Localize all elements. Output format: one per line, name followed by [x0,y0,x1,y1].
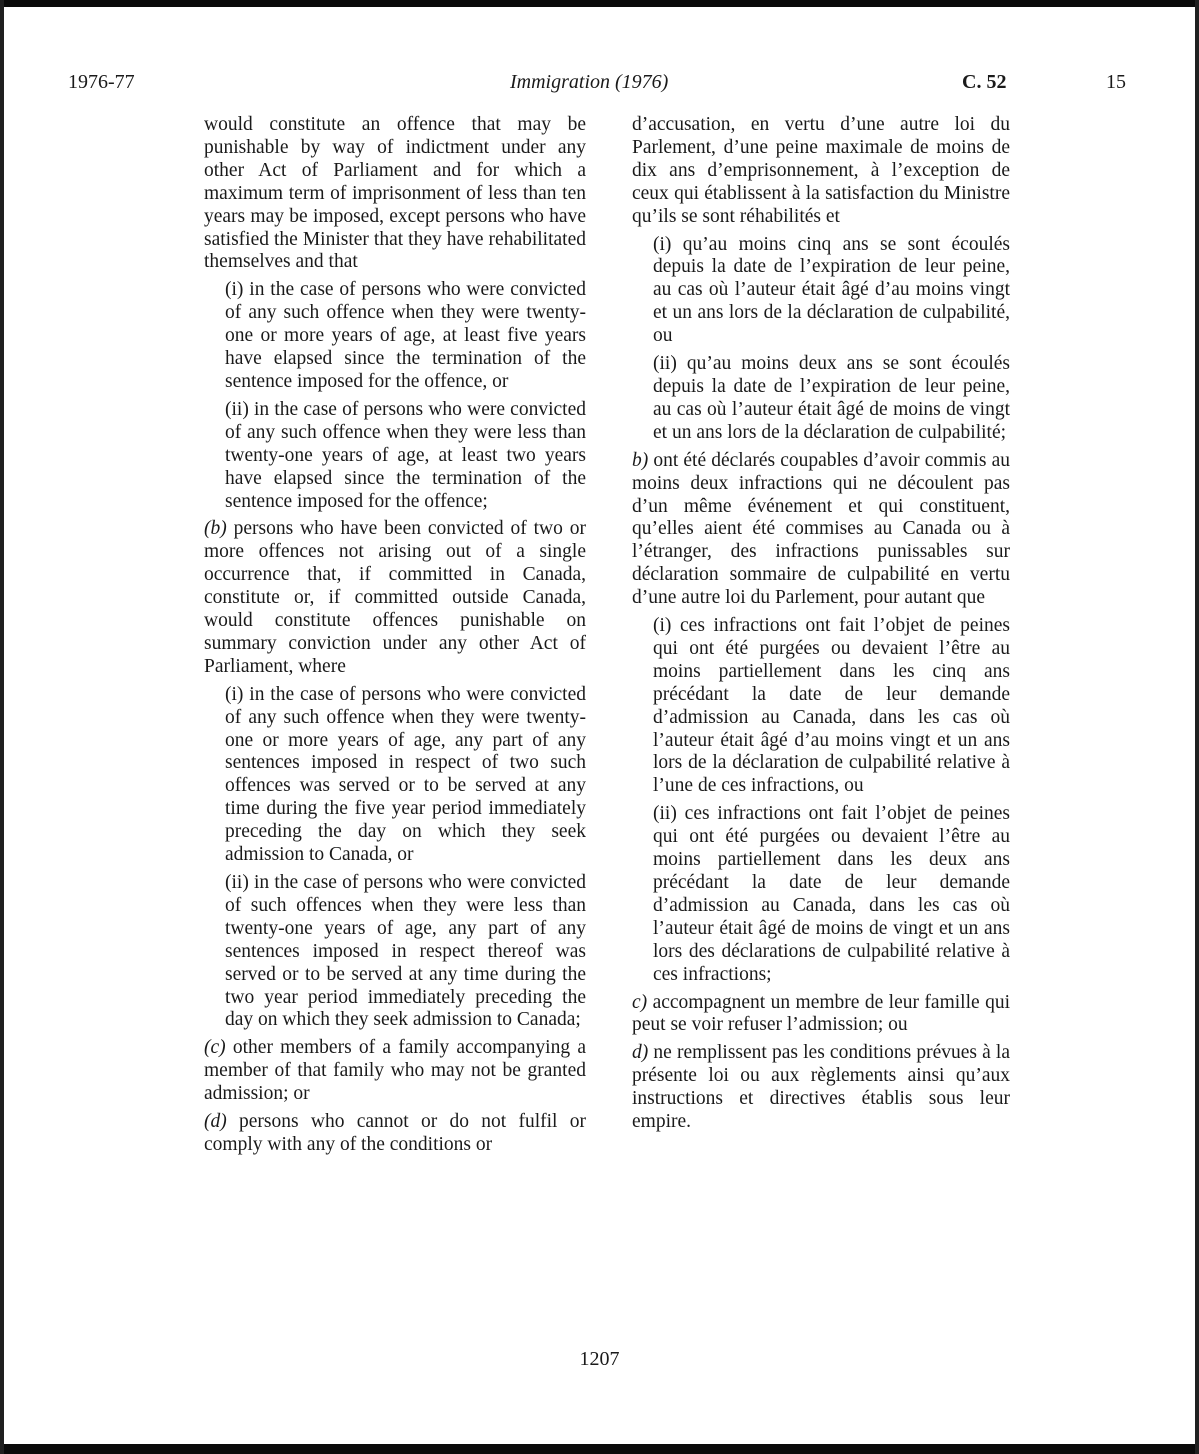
en-paragraph-c-text: other members of a family accompanying a member of that family who may not be granted admission; or [204,1037,586,1105]
fr-paragraph-d [632,1042,1010,1134]
english-column [204,114,586,1162]
en-letter-b: (b) [204,518,227,540]
en-paragraph-continuation: would constitute an offence that may be punishable by way of indictment under any other Act of Parliament and for which a maximum term of imprisonment of less than ten years may be imposed, except persons who have satisfied the Minister that they have rehabilitated themselves and that [204,114,586,273]
en-paragraph-d [204,1111,586,1157]
fr-subparagraph-ii: (ii) qu’au moins deux ans se sont écoulés depuis la date de l’expiration de leur peine, au cas où l’auteur était âgé de moins de vingt et un ans lors de la déclaration de culpabilité; [653,353,1010,443]
en-letter-c: (c) [204,1037,226,1059]
fr-letter-c: c) [632,991,648,1013]
en-subparagraph-ii: (ii) in the case of persons who were convicted of any such offence when they were less than twenty-one years of age, at least two years have elapsed since the termination of the sentence imposed for the offence; [225,398,586,512]
scan-border-left [0,0,4,1454]
en-paragraph-b-text: persons who have been convicted of two or more offences not arising out of a single occurrence that, if committed in Canada, constitute or, if committed outside Canada, would constitute offences punishable on summary conviction under any other Act of Parliament, where [204,518,586,677]
en-subparagraph-i: (i) in the case of persons who were convicted of any such offence when they were twenty-one or more years of age, at least five years have elapsed since the termination of the sentence imposed for the offence, or [225,279,586,392]
fr-paragraph-b-i: (i) ces infractions ont fait l’objet de peines qui ont été purgées ou devaient l’être au moins partiellement dans les cinq ans précédant la date de leur demande d’admission au Canada, dans les cas où l’auteur était âgé d’au moins vingt et un ans lors de la déclaration de culpabilité relative à l’une de ces infractions, ou [653,615,1010,797]
en-paragraph-b-i: (i) in the case of persons who were convicted of any such offence when they were twenty-one or more years of age, any part of any sentences imposed in respect of two such offences was served or to be served at any time during the five year period immediately preceding the day on which they seek admission to Canada, or [225,683,586,866]
fr-paragraph-b [632,450,1010,610]
header-year: 1976-77 [68,71,135,93]
fr-paragraph-b-ii: (ii) ces infractions ont fait l’objet de peines qui ont été purgées ou devaient l’être au moins partiellement dans les deux ans précédant la date de leur demande d’admission au Canada, dans les cas où l’auteur était âgé de moins de vingt et un ans lors des déclarations de culpabilité relative à ces infractions; [653,803,1010,985]
french-column [632,114,1010,1139]
en-letter-d: (d) [204,1111,227,1133]
fr-paragraph-continuation: d’accusation, en vertu d’une autre loi du Parlement, d’une peine maximale de moins de dix ans d’emprisonnement, à l’exception de ceux qui établissent à la satisfaction du Ministre qu’ils se sont réhabilités et [632,114,1010,227]
header-chapter: C. 52 [962,71,1007,93]
scan-border-right [1195,0,1199,1454]
fr-paragraph-d-text: ne remplissent pas les conditions prévues à la présente loi ou aux règlements ainsi qu’aux instructions et directives établis sous leur empire. [632,1042,1010,1133]
header-page-number: 15 [1106,71,1126,93]
fr-letter-d: d) [632,1042,649,1064]
en-paragraph-d-text: persons who cannot or do not fulfil or comply with any of the conditions or [204,1111,586,1155]
fr-letter-b: b) [632,449,649,471]
fr-paragraph-c [632,992,1010,1038]
fr-paragraph-b-text: ont été déclarés coupables d’avoir commis au moins deux infractions qui ne découlent pas d’un même événement et qui constituent, qu’elles aient été commises au Canada ou à l’étranger, des infractions punissables sur déclaration sommaire de culpabilité en vertu d’une autre loi du Parlement, pour autant que [632,449,1010,609]
scan-border-bottom [0,1444,1199,1454]
en-paragraph-c [204,1037,586,1106]
scan-border-top [0,0,1199,7]
header-title: Immigration (1976) [510,71,669,93]
en-paragraph-b-ii: (ii) in the case of persons who were convicted of such offences when they were less than twenty-one years of age, any part of any sentences imposed in respect thereof was served or to be served at any time during the two year period immediately preceding the day on which they seek admission to Canada; [225,872,586,1031]
fr-subparagraph-i: (i) qu’au moins cinq ans se sont écoulés depuis la date de l’expiration de leur peine, au cas où l’auteur était âgé d’au moins vingt et un ans lors de la déclaration de culpabilité, ou [653,233,1010,347]
footer-page-number: 1207 [579,1348,620,1370]
fr-paragraph-c-text: accompagnent un membre de leur famille qui peut se voir refuser l’admission; ou [632,991,1010,1036]
en-paragraph-b [204,518,586,678]
